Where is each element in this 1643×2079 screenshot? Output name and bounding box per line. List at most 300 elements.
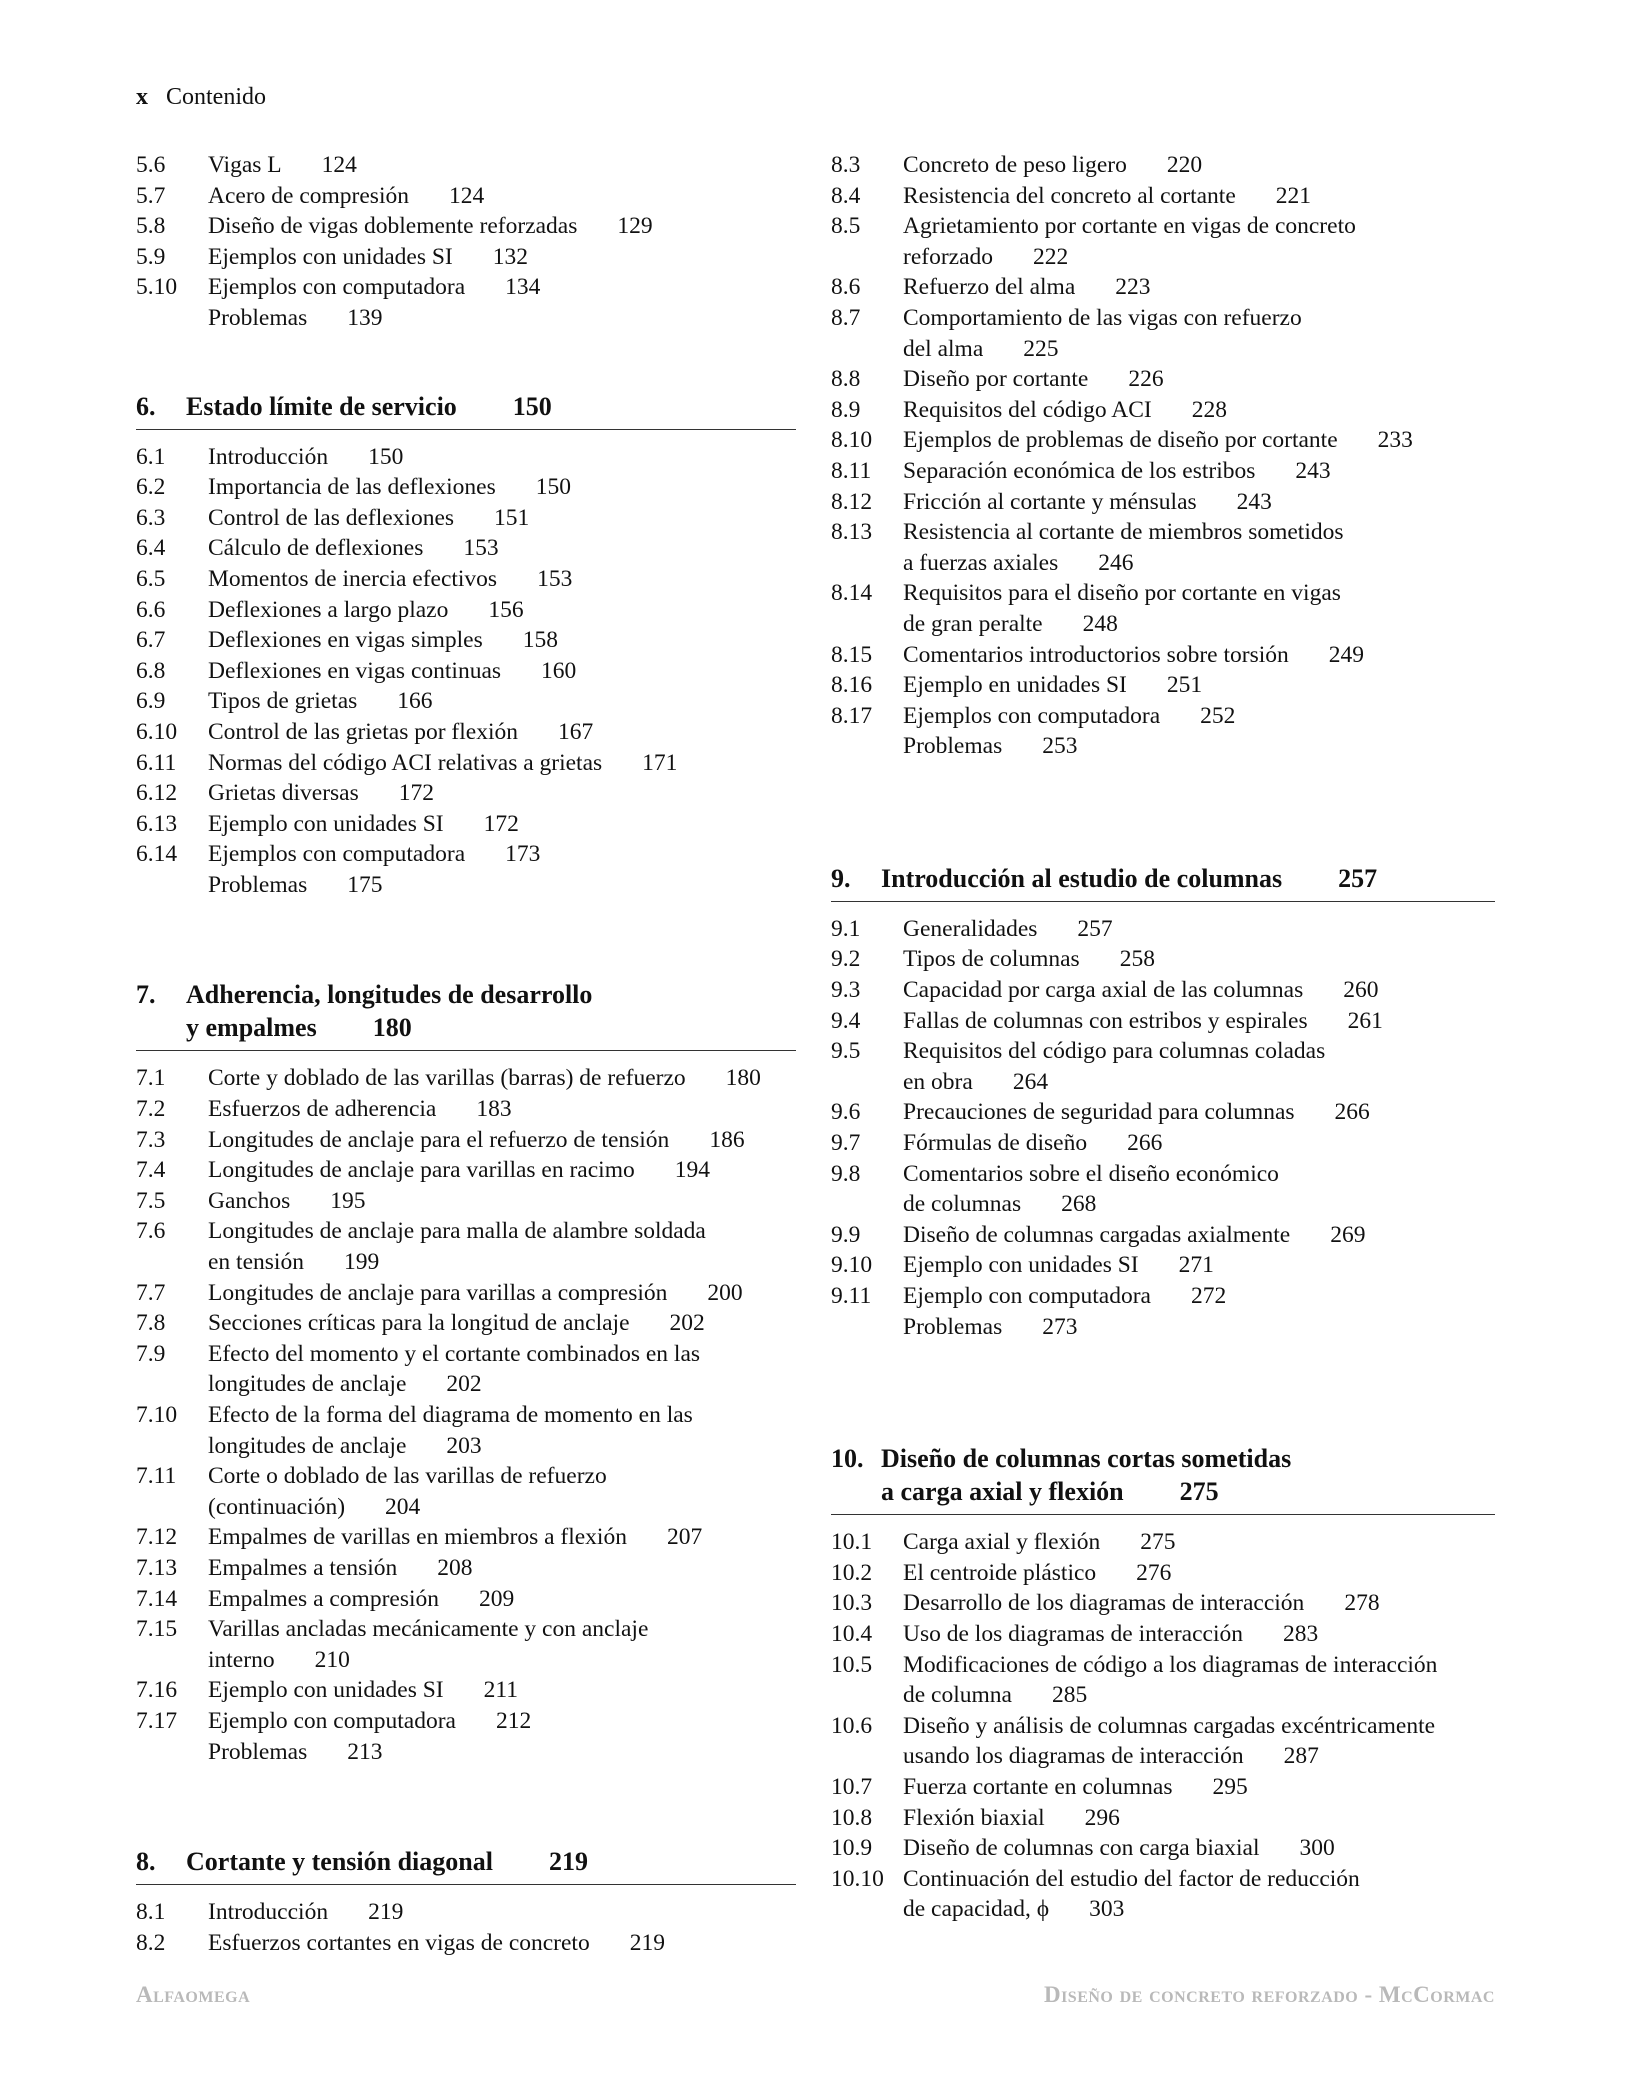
entry-body: [903, 701, 1495, 732]
entry-number: 7.4: [136, 1157, 166, 1184]
entry-page: 150: [368, 443, 404, 470]
entry-title: Longitudes de anclaje para varillas a compresión: [208, 1279, 668, 1306]
entry-title: Esfuerzos cortantes en vigas de concreto: [208, 1929, 590, 1956]
entry-body: [903, 211, 1495, 272]
entry-number: 10.3: [831, 1590, 873, 1617]
entry-number: 8.3: [831, 152, 861, 178]
entry-number: 8.10: [831, 427, 873, 454]
entry-title: Importancia de las deflexiones: [208, 474, 496, 501]
toc-entry: [136, 1063, 796, 1094]
entry-title: Diseño de vigas doblemente reforzadas: [208, 213, 578, 240]
entry-title: Grietas diversas: [208, 780, 359, 807]
toc-entry: [831, 1558, 1495, 1589]
entry-title: Vigas L: [208, 152, 282, 178]
entry-number: 7.1: [136, 1065, 166, 1092]
entry-number: 9.9: [831, 1221, 861, 1248]
entry-page: 219: [368, 1899, 404, 1926]
entry-page: 300: [1299, 1835, 1335, 1862]
section-gap: [136, 334, 796, 390]
toc-entry: [136, 211, 796, 242]
entry-title-line: [903, 272, 1495, 303]
entry-body: [208, 870, 796, 901]
entry-title: Secciones críticas para la longitud de anclaje: [208, 1310, 630, 1337]
entry-body: [208, 242, 796, 273]
entry-body: [208, 1522, 796, 1553]
entry-title-line: [903, 609, 1495, 640]
entry-number: 9.1: [831, 915, 861, 942]
entry-title-line: [208, 181, 796, 212]
entry-number: 10.10: [831, 1865, 884, 1892]
entry-body: [208, 686, 796, 717]
entry-title-line: [208, 839, 796, 870]
chapter-title: [881, 1442, 1291, 1508]
entry-number: 5.10: [136, 274, 178, 301]
entry-title-line: [903, 517, 1495, 548]
chapter-title-line: [186, 390, 552, 423]
entry-title-line: [208, 1492, 796, 1523]
entry-title-line: [208, 1308, 796, 1339]
entry-title: El centroide plástico: [903, 1559, 1097, 1586]
entry-page: 166: [397, 688, 433, 715]
section-gap: [831, 1342, 1495, 1442]
entry-number: 6.2: [136, 474, 166, 501]
entry-title-line: [208, 809, 796, 840]
entry-number: 8.9: [831, 396, 861, 423]
entry-title-line: [903, 303, 1495, 334]
entry-title: Ejemplo en unidades SI: [903, 672, 1127, 699]
chapter-page: 257: [1338, 863, 1378, 893]
entry-body: [903, 1833, 1495, 1864]
entry-number: 10.4: [831, 1620, 873, 1647]
entry-title-line: [903, 731, 1495, 762]
entry-title-line: [903, 1281, 1495, 1312]
entry-number: 10.8: [831, 1804, 873, 1831]
section-gap: [831, 762, 1495, 862]
toc-entry: [831, 1128, 1495, 1159]
entry-title: Fricción al cortante y ménsulas: [903, 488, 1197, 515]
toc-entry: [136, 1706, 796, 1737]
entry-page: 210: [314, 1646, 350, 1673]
entry-title: Corte o doblado de las varillas de refuerzo: [208, 1463, 607, 1490]
entry-title-line: [208, 1094, 796, 1125]
toc-entry: [831, 150, 1495, 181]
entry-title: Normas del código ACI relativas a grietas: [208, 749, 603, 776]
entry-number: 9.11: [831, 1283, 872, 1309]
chapter-title-text: a carga axial y flexión: [881, 1477, 1124, 1507]
toc-entry: [136, 870, 796, 901]
entry-title: de columna: [903, 1682, 1012, 1709]
toc-entry: [831, 578, 1495, 639]
entry-title-line: [903, 701, 1495, 732]
entry-title-line: [903, 1006, 1495, 1037]
entry-number: 10.7: [831, 1773, 873, 1800]
entry-body: [208, 1553, 796, 1584]
entry-page: 221: [1275, 182, 1312, 209]
entry-title: Requisitos del código ACI: [903, 396, 1152, 423]
entry-number: 9.8: [831, 1160, 861, 1187]
toc-entry: [831, 181, 1495, 212]
entry-page: 199: [343, 1249, 380, 1276]
toc-entry: [831, 395, 1495, 426]
entry-title-line: [208, 211, 796, 242]
entry-page: 257: [1077, 915, 1113, 942]
toc-column-left: [136, 150, 796, 1958]
entry-title: Problemas: [208, 871, 308, 898]
entry-number: 7.13: [136, 1554, 178, 1581]
toc-entry: [136, 748, 796, 779]
toc-entry: [136, 503, 796, 534]
entry-title-line: [208, 1706, 796, 1737]
entry-number: [831, 731, 903, 762]
toc-entry: [136, 1278, 796, 1309]
entry-page: 278: [1344, 1590, 1380, 1617]
entry-title-line: [903, 578, 1495, 609]
toc-entry: [831, 1619, 1495, 1650]
chapter-title-text: Introducción al estudio de columnas: [881, 863, 1283, 893]
entry-body: [208, 656, 796, 687]
entry-title-line: [208, 1584, 796, 1615]
toc-entry: [136, 242, 796, 273]
entry-title: Capacidad por carga axial de las columnas: [903, 977, 1304, 1004]
entry-body: [903, 395, 1495, 426]
entry-title-line: [208, 472, 796, 503]
entry-title: de capacidad, ϕ: [903, 1896, 1050, 1923]
entry-page: 124: [448, 182, 485, 209]
entry-number: 7.2: [136, 1096, 166, 1123]
entry-number: 6.9: [136, 688, 166, 715]
entry-body: [903, 1650, 1495, 1711]
entry-number: 8.2: [136, 1929, 166, 1956]
toc-entry: [831, 1006, 1495, 1037]
entry-number: 5.7: [136, 182, 166, 209]
entry-number: 6.13: [136, 810, 178, 837]
toc-entry: [831, 1772, 1495, 1803]
chapter-heading: [831, 862, 1495, 902]
entry-body: [208, 472, 796, 503]
toc-entry: [831, 1588, 1495, 1619]
chapter-title-line: [881, 862, 1377, 895]
entry-number: 8.7: [831, 304, 861, 331]
entry-title: longitudes de anclaje: [208, 1432, 407, 1459]
toc-entry: [136, 1584, 796, 1615]
entry-number: 10.9: [831, 1835, 873, 1862]
entry-body: [903, 487, 1495, 518]
entry-title: Tipos de columnas: [903, 946, 1080, 973]
entry-title: Deflexiones a largo plazo: [208, 596, 449, 623]
entry-title-line: [903, 1159, 1495, 1190]
entry-number: 7.8: [136, 1310, 166, 1337]
entry-body: [208, 150, 796, 181]
toc-entry: [136, 564, 796, 595]
entry-page: 283: [1282, 1620, 1319, 1647]
entry-title-line: [903, 181, 1495, 212]
entry-page: 156: [488, 596, 524, 623]
chapter-heading: [831, 1442, 1495, 1515]
entry-page: 264: [1012, 1068, 1049, 1095]
chapter-title-line: [881, 1442, 1291, 1475]
toc-entry: [831, 456, 1495, 487]
entry-page: 251: [1166, 672, 1203, 699]
entry-number: 7.12: [136, 1524, 178, 1551]
entry-number: 5.8: [136, 213, 166, 240]
entry-page: 275: [1140, 1529, 1176, 1556]
entry-title: Continuación del estudio del factor de reducción: [903, 1865, 1360, 1892]
entry-body: [208, 1584, 796, 1615]
entry-title: de columnas: [903, 1191, 1022, 1218]
entry-number: 6.6: [136, 596, 166, 623]
entry-body: [903, 1527, 1495, 1558]
entry-number: 6.4: [136, 535, 166, 562]
entry-page: 172: [398, 780, 434, 807]
entry-title-line: [208, 1553, 796, 1584]
entry-title: Desarrollo de los diagramas de interacción: [903, 1590, 1305, 1617]
toc-entry: [136, 1216, 796, 1277]
toc-entry: [136, 1461, 796, 1522]
entry-title: (continuación): [208, 1493, 346, 1520]
entry-title-line: [208, 1339, 796, 1370]
entry-body: [903, 1803, 1495, 1834]
toc-entry: [831, 425, 1495, 456]
entry-page: 202: [669, 1310, 705, 1337]
entry-number: 9.4: [831, 1007, 861, 1034]
entry-title-line: [208, 656, 796, 687]
entry-number: 8.1: [136, 1899, 166, 1926]
toc-entry: [136, 1400, 796, 1461]
chapter-title-text: Diseño de columnas cortas sometidas: [881, 1444, 1292, 1474]
entry-number: 6.11: [136, 749, 177, 776]
entry-page: 219: [629, 1929, 665, 1956]
entry-title-line: [208, 272, 796, 303]
toc-column-right: [831, 150, 1495, 1925]
entry-page: 271: [1178, 1252, 1214, 1279]
entry-body: [903, 578, 1495, 639]
entry-body: [208, 1125, 796, 1156]
toc-entry: [831, 1312, 1495, 1343]
entry-body: [903, 1558, 1495, 1589]
entry-title: Ganchos: [208, 1187, 291, 1214]
entry-page: 172: [483, 810, 519, 837]
entry-body: [208, 1339, 796, 1400]
entry-page: 175: [347, 871, 383, 898]
entry-body: [208, 533, 796, 564]
entry-body: [208, 748, 796, 779]
entry-title: Diseño por cortante: [903, 366, 1089, 393]
toc-entry: [136, 1125, 796, 1156]
toc-entry: [136, 656, 796, 687]
entry-page: 296: [1084, 1804, 1120, 1831]
entry-title-line: [903, 1250, 1495, 1281]
entry-title: del alma: [903, 335, 984, 362]
entry-body: [208, 809, 796, 840]
entry-body: [903, 303, 1495, 364]
chapter-title-text: Cortante y tensión diagonal: [186, 1847, 493, 1877]
chapter-title: [186, 1845, 588, 1878]
entry-title-line: [903, 1833, 1495, 1864]
page-number-roman: x: [136, 84, 148, 110]
entry-body: [208, 1308, 796, 1339]
toc-entry: [831, 364, 1495, 395]
entry-page: 266: [1334, 1099, 1370, 1126]
entry-title-line: [208, 1278, 796, 1309]
entry-title: Modificaciones de código a los diagramas de interacción: [903, 1651, 1438, 1678]
entry-page: 183: [476, 1096, 512, 1123]
entry-number: 9.3: [831, 977, 861, 1004]
entry-title-line: [208, 1369, 796, 1400]
entry-body: [903, 1006, 1495, 1037]
entry-page: 303: [1089, 1896, 1125, 1923]
entry-title: en obra: [903, 1068, 973, 1095]
entry-title: de gran peralte: [903, 610, 1043, 637]
toc-entry: [136, 1186, 796, 1217]
entry-body: [903, 1711, 1495, 1772]
entry-title-line: [208, 1461, 796, 1492]
entry-page: 204: [385, 1493, 421, 1520]
entry-body: [903, 1128, 1495, 1159]
entry-number: 6.3: [136, 504, 166, 531]
entry-title-line: [903, 395, 1495, 426]
entry-number: 6.10: [136, 718, 178, 745]
toc-entry: [136, 1928, 796, 1959]
entry-page: 252: [1200, 702, 1236, 729]
entry-title: Flexión biaxial: [903, 1804, 1045, 1831]
toc-entry: [831, 975, 1495, 1006]
entry-title: Empalmes a tensión: [208, 1554, 398, 1581]
entry-page: 203: [446, 1432, 482, 1459]
entry-title: Concreto de peso ligero: [903, 152, 1127, 178]
entry-page: 246: [1098, 549, 1134, 576]
entry-title-line: [903, 975, 1495, 1006]
entry-title: Ejemplos de problemas de diseño por cortante: [903, 427, 1338, 454]
toc-entry: [831, 640, 1495, 671]
entry-number: 8.17: [831, 702, 873, 729]
toc-entry: [831, 1864, 1495, 1925]
toc-entry: [831, 1220, 1495, 1251]
entry-page: 158: [522, 627, 559, 654]
toc-entry: [136, 150, 796, 181]
entry-title: Ejemplo con unidades SI: [903, 1252, 1139, 1279]
entry-page: 223: [1115, 274, 1151, 301]
entry-body: [903, 640, 1495, 671]
toc-entry: [831, 731, 1495, 762]
chapter-page: 219: [548, 1847, 588, 1877]
entry-title-line: [208, 1645, 796, 1676]
entry-title: Comportamiento de las vigas con refuerzo: [903, 304, 1302, 331]
entry-number: 8.11: [831, 457, 872, 484]
entry-page: 225: [1023, 335, 1059, 362]
entry-page: 249: [1328, 641, 1364, 668]
toc-entry: [831, 272, 1495, 303]
entry-title-line: [208, 1186, 796, 1217]
entry-title-line: [208, 1155, 796, 1186]
entry-title-line: [903, 334, 1495, 365]
entry-page: 213: [347, 1738, 383, 1765]
entry-number: 7.7: [136, 1279, 166, 1306]
entry-page: 200: [707, 1279, 743, 1306]
entry-body: [903, 1312, 1495, 1343]
entry-page: 233: [1377, 427, 1413, 454]
entry-title: Comentarios introductorios sobre torsión: [903, 641, 1289, 668]
entry-title: Comentarios sobre el diseño económico: [903, 1160, 1279, 1187]
entry-body: [903, 364, 1495, 395]
toc-entry: [831, 1036, 1495, 1097]
entry-number: [136, 870, 208, 901]
entry-page: 211: [483, 1677, 518, 1704]
entry-title-line: [208, 870, 796, 901]
chapter-section: [136, 978, 796, 1767]
chapter-heading: [136, 978, 796, 1051]
toc-entry: [831, 1527, 1495, 1558]
chapter-title-line: [186, 1845, 588, 1878]
entry-page: 208: [437, 1554, 473, 1581]
entry-page: 248: [1082, 610, 1118, 637]
toc-entry: [136, 595, 796, 626]
entry-page: 222: [1033, 243, 1069, 270]
entry-title-line: [208, 1522, 796, 1553]
entry-title-line: [903, 456, 1495, 487]
entry-title: Ejemplo con unidades SI: [208, 1677, 444, 1704]
entry-title-line: [903, 548, 1495, 579]
entry-title: en tensión: [208, 1249, 304, 1276]
entry-page: 285: [1051, 1682, 1088, 1709]
entry-title: Ejemplo con computadora: [903, 1283, 1151, 1309]
entry-number: 10.5: [831, 1651, 873, 1678]
entry-title-line: [208, 595, 796, 626]
entry-title-line: [903, 1772, 1495, 1803]
entry-title: Problemas: [903, 733, 1003, 760]
toc-entry: [136, 303, 796, 334]
entry-title-line: [208, 442, 796, 473]
entry-number: 6.7: [136, 627, 166, 654]
entry-title: Varillas ancladas mecánicamente y con anclaje: [208, 1616, 649, 1643]
entry-number: 6.14: [136, 841, 178, 868]
entry-title: Deflexiones en vigas continuas: [208, 657, 502, 684]
entry-number: 8.5: [831, 213, 861, 240]
entry-number: 9.2: [831, 946, 861, 973]
chapter-title-line: [186, 1011, 592, 1044]
entry-body: [903, 670, 1495, 701]
entry-number: 9.6: [831, 1099, 861, 1126]
entry-page: 134: [505, 274, 541, 301]
chapter-page: 275: [1179, 1477, 1219, 1507]
entry-body: [903, 272, 1495, 303]
entry-title: Efecto del momento y el cortante combinados en las: [208, 1340, 701, 1367]
entry-number: 6.12: [136, 780, 178, 807]
entry-title: Cálculo de deflexiones: [208, 535, 424, 562]
entry-title-line: [903, 1619, 1495, 1650]
entry-title: Introducción: [208, 1899, 329, 1926]
entry-number: 7.11: [136, 1463, 177, 1490]
chapter-title-text: Adherencia, longitudes de desarrollo: [186, 980, 593, 1010]
entry-body: [903, 1097, 1495, 1128]
entry-page: 151: [494, 504, 530, 531]
toc-entry: [136, 839, 796, 870]
entry-title-line: [903, 640, 1495, 671]
chapter-title-line: [186, 978, 592, 1011]
entry-title-line: [208, 303, 796, 334]
chapter-number: 10.: [831, 1444, 864, 1474]
toc-entry: [831, 1250, 1495, 1281]
entry-title-line: [903, 487, 1495, 518]
entry-body: [208, 1675, 796, 1706]
entry-page: 171: [642, 749, 678, 776]
toc-entry: [136, 1155, 796, 1186]
chapter-heading: [136, 390, 796, 430]
entry-body: [208, 625, 796, 656]
entry-body: [903, 1281, 1495, 1312]
entry-body: [903, 1159, 1495, 1220]
entry-body: [208, 1094, 796, 1125]
entry-page: 266: [1127, 1130, 1163, 1157]
